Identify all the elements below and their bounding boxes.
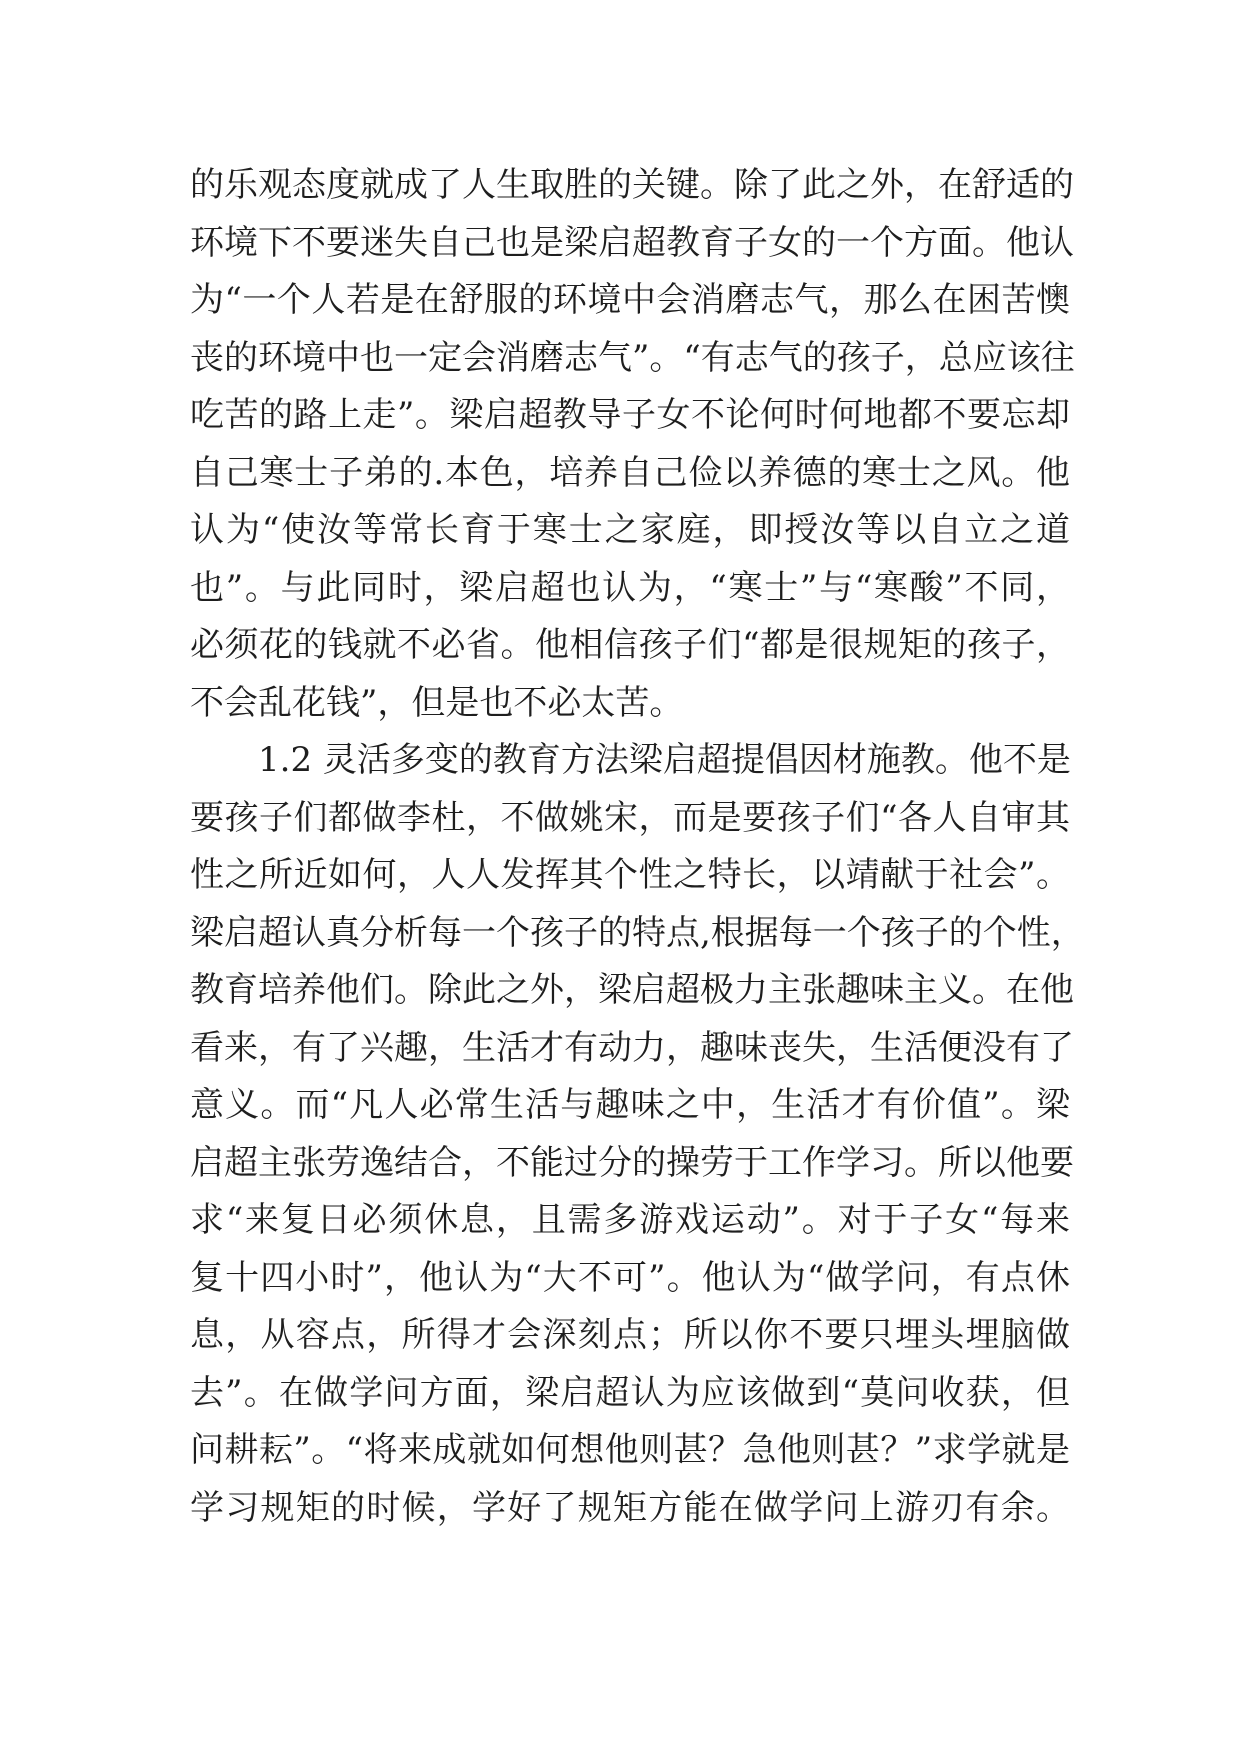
text-line: 复十四小时”，他认为“大不可”。他认为“做学问，有点休: [190, 1257, 1070, 1298]
text-line: 性之所近如何，人人发挥其个性之特长，以靖献于社会”。: [190, 855, 1070, 895]
text-line: 意义。而“凡人必常生活与趣味之中，生活才有价值”。梁: [190, 1085, 1070, 1125]
text-line: 吃苦的路上走”。梁启超教导子女不论何时何地都不要忘却: [190, 395, 1070, 435]
text-line: 息，从容点，所得才会深刻点；所以你不要只埋头埋脑做: [190, 1315, 1070, 1355]
text-line: 自己寒士子弟的.本色，培养自己俭以养德的寒士之风。他: [190, 452, 1070, 493]
text-line: 必须花的钱就不必省。他相信孩子们“都是很规矩的孩子，: [190, 625, 1070, 665]
text-line: 去”。在做学问方面，梁启超认为应该做到“莫问收获，但: [190, 1372, 1070, 1413]
text-line: 丧的环境中也一定会消磨志气”。“有志气的孩子，总应该往: [190, 337, 1075, 378]
text-line: 学习规矩的时候，学好了规矩方能在做学问上游刃有余。: [190, 1487, 1070, 1528]
section-heading-line: 1.2 灵活多变的教育方法梁启超提倡因材施教。他不是: [258, 740, 1071, 780]
text-line: 环境下不要迷失自己也是梁启超教育子女的一个方面。他认: [190, 222, 1074, 263]
text-line: 的乐观态度就成了人生取胜的关键。除了此之外，在舒适的: [190, 165, 1074, 205]
text-line: 为“一个人若是在舒服的环境中会消磨志气，那么在困苦懊: [190, 280, 1070, 320]
text-line: 求“来复日必须休息，且需多游戏运动”。对于子女“每来: [190, 1200, 1070, 1240]
body-text: [190, 157, 1085, 1537]
text-line: 启超主张劳逸结合，不能过分的操劳于工作学习。所以他要: [190, 1142, 1074, 1183]
text-line: 教育培养他们。除此之外，梁启超极力主张趣味主义。在他: [190, 970, 1074, 1010]
text-line: 问耕耘”。“将来成就如何想他则甚？急他则甚？”求学就是: [190, 1430, 1070, 1470]
text-line: 看来，有了兴趣，生活才有动力，趣味丧失，生活便没有了: [190, 1027, 1074, 1068]
text-line: 不会乱花钱”，但是也不必太苦。: [190, 682, 684, 723]
text-line: 也”。与此同时，梁启超也认为，“寒士”与“寒酸”不同，: [190, 567, 1070, 608]
text-line: 要孩子们都做李杜，不做姚宋，而是要孩子们“各人自审其: [190, 797, 1070, 838]
text-line: 梁启超认真分析每一个孩子的特点,根据每一个孩子的个性，: [190, 912, 1085, 953]
text-line: 认为“使汝等常长育于寒士之家庭，即授汝等以自立之道: [190, 510, 1070, 550]
